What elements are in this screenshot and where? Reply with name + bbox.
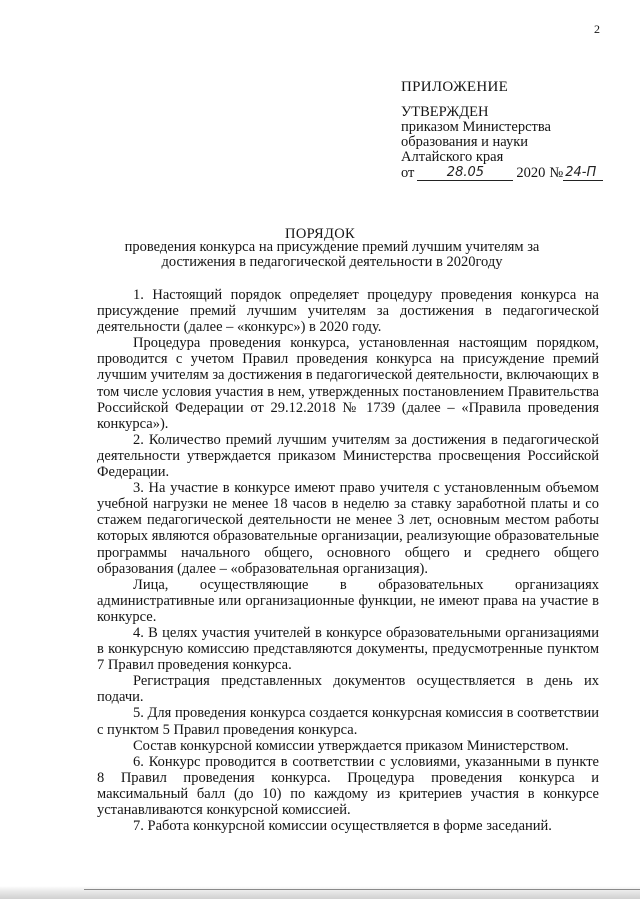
paragraph: Состав конкурсной комиссии утверждается приказом Министерством. xyxy=(133,737,569,754)
page-number: 2 xyxy=(594,22,600,36)
paragraph: Процедура проведения конкурса, установленная настоящим порядком, проводится с учетом Правил проведения конкурса на присуждение премий лучшим учителям за достижения в педагогической деятельности, включающих в том числе условия участия в нем, утвержденных постановлением Правительства Российской Федерации от 29.12.2018 № 1739 (далее – «Правила проведения конкурса»). xyxy=(97,335,599,432)
document-title: ПОРЯДОК xyxy=(285,226,355,242)
document-subtitle: проведения конкурса на присуждение премий лучшим учителям за достижения в педагогической деятельности в 2020году xyxy=(124,239,540,270)
order-date-line xyxy=(401,165,603,181)
paragraph: 7. Работа конкурсной комиссии осуществляется в форме заседаний. xyxy=(133,818,552,835)
paragraph: 4. В целях участия учителей в конкурсе образовательными организациями в конкурсную комиссию представляются документы, предусмотренные пунктом 7 Правил проведения конкурса. xyxy=(97,624,599,674)
document-body xyxy=(97,287,599,834)
approved-label: УТВЕРЖДЕН xyxy=(401,104,489,120)
number-sign: № xyxy=(549,165,564,181)
paragraph: 3. На участие в конкурсе имеют право учителя с установленным объемом учебной нагрузки не менее 18 часов в неделю за ставку заработной платы и со стажем педагогической деятельности не менее 3 лет, основным местом работы которых являются образовательные организации, реализующие образовательные программы начального общего, основного общего и среднего общего образования (далее – «образовательная организация). xyxy=(97,480,599,577)
handwritten-order-number: 24-П xyxy=(563,165,603,181)
paragraph: 2. Количество премий лучшим учителям за достижения в педагогической деятельности утверждается приказом Министерства просвещения Российской Федерации. xyxy=(97,431,599,481)
order-line-3: Алтайского края xyxy=(401,149,504,165)
paragraph: Лица, осуществляющие в образовательных организациях административные или организационные функции, не имеют права на участие в конкурсе. xyxy=(97,576,599,625)
approval-block xyxy=(401,105,603,181)
scan-bottom-shadow xyxy=(0,886,640,899)
paragraph: 1. Настоящий порядок определяет процедуру проведения конкурса на присуждение премий лучшим учителям за достижения в педагогической деятельности (далее – «конкурс») в 2020 году. xyxy=(97,287,599,336)
order-line-1: приказом Министерства xyxy=(401,119,551,135)
paragraph: 5. Для проведения конкурса создается конкурсная комиссия в соответствии с пунктом 5 Правил проведения конкурса. xyxy=(97,705,599,738)
order-year: 2020 xyxy=(516,165,546,181)
paragraph: 6. Конкурс проводится в соответствии с условиями, указанными в пункте 8 Правил проведения конкурса. Процедура проведения конкурса и максимальный балл (до 10) по каждому из критериев участия в конкурсе устанавливаются конкурсной комиссией. xyxy=(97,753,599,818)
date-prefix: от xyxy=(401,165,415,181)
paragraph: Регистрация представленных документов осуществляется в день их подачи. xyxy=(97,673,599,706)
handwritten-date: 28.05 xyxy=(417,165,513,181)
appendix-title: ПРИЛОЖЕНИЕ xyxy=(401,79,509,95)
scan-edge-line xyxy=(84,889,640,890)
order-line-2: образования и науки xyxy=(401,134,529,150)
